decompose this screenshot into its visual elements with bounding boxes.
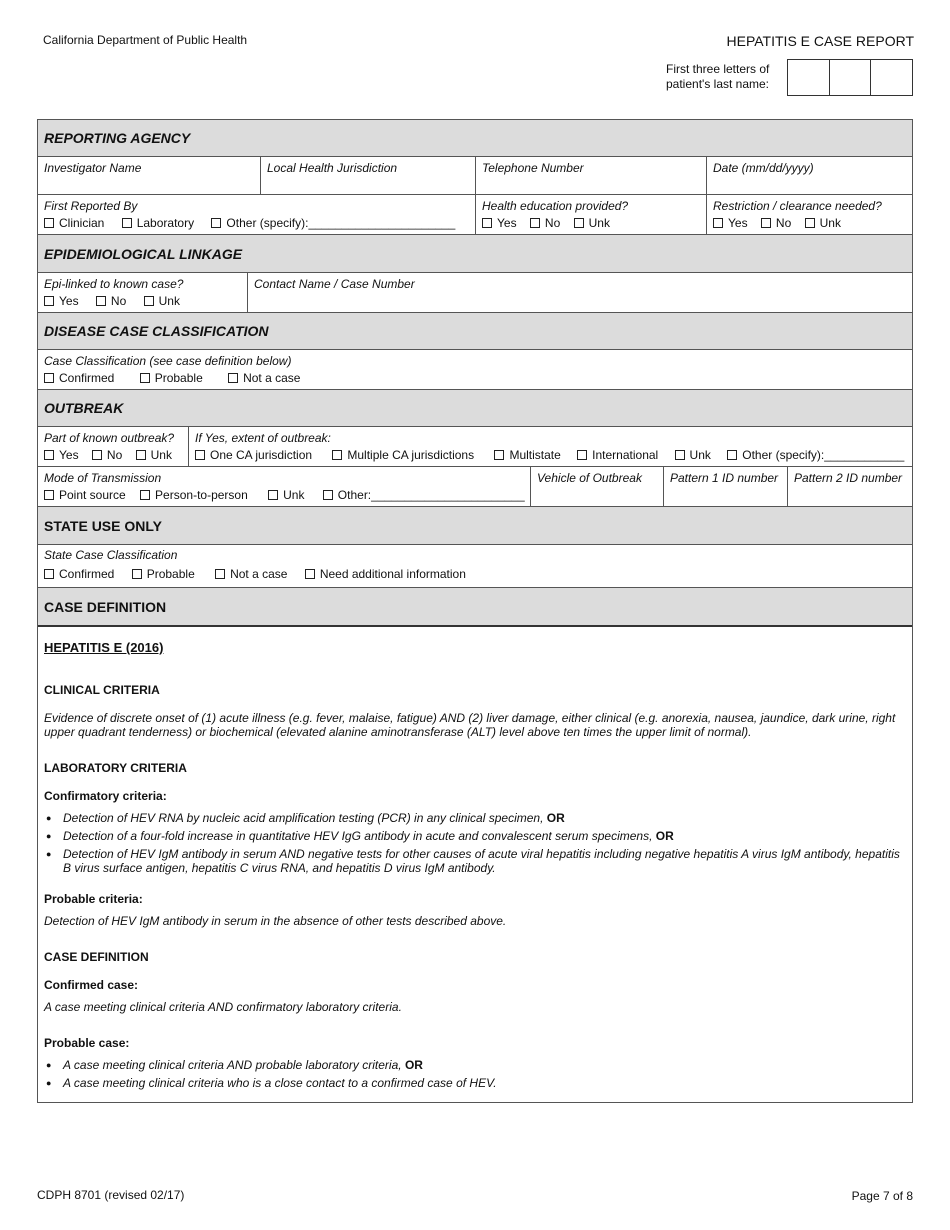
section-epi-linkage: EPIDEMIOLOGICAL LINKAGE: [38, 235, 912, 273]
checkbox-icon: [144, 296, 154, 306]
extent-other-checkbox[interactable]: Other (specify):____________: [727, 448, 904, 462]
reporting-row-1: [38, 157, 912, 195]
page-number: Page 7 of 8: [851, 1189, 913, 1203]
section-state-use: STATE USE ONLY: [38, 507, 912, 545]
clinical-criteria-text: Evidence of discrete onset of (1) acute illness (e.g. fever, malaise, fatigue) AND (2) liver damage, either clinical (e.g. anorexia, nausea, jaundice, dark urine, right upper quadrant tenderness) or biochemical (elevated alanine aminotransferase (ALT) level above ten times the upper limit of normal).: [44, 711, 896, 739]
health-ed-unk-checkbox[interactable]: Unk: [574, 216, 610, 230]
mode-unk-checkbox[interactable]: Unk: [268, 488, 304, 502]
outbreak-extent-cell: If Yes, extent of outbreak: One CA jurisdiction Multiple CA jurisdictions Multistate International Unk Other (specify):____________: [195, 431, 905, 462]
case-definition-heading: CASE DEFINITION: [44, 950, 149, 964]
state-row: [38, 545, 912, 588]
outbreak-no-checkbox[interactable]: No: [92, 448, 122, 462]
confirmed-case-heading: Confirmed case:: [44, 978, 139, 992]
probable-case-heading: Probable case:: [44, 1036, 130, 1050]
pattern-2-id-field[interactable]: Pattern 2 ID number: [794, 471, 903, 485]
checkbox-icon: [482, 218, 492, 228]
probable-criteria-text: Detection of HEV IgM antibody in serum in the absence of other tests described above.: [44, 914, 507, 928]
list-item: ● A case meeting clinical criteria who is a close contact to a confirmed case of HEV.: [44, 1076, 906, 1090]
outbreak-yes-checkbox[interactable]: Yes: [44, 448, 79, 462]
section-reporting-agency: REPORTING AGENCY: [38, 120, 912, 157]
checkbox-icon: [577, 450, 587, 460]
class-confirmed-checkbox[interactable]: Confirmed: [44, 371, 114, 385]
case-report-form: [37, 119, 913, 1103]
clinical-criteria-heading: CLINICAL CRITERIA: [44, 683, 160, 697]
agency-name: California Department of Public Health: [43, 33, 248, 47]
vehicle-of-outbreak-field[interactable]: Vehicle of Outbreak: [531, 467, 664, 506]
checkbox-icon: [195, 450, 205, 460]
checkbox-icon: [122, 218, 132, 228]
checkbox-icon: [305, 569, 315, 579]
checkbox-icon: [44, 218, 54, 228]
point-source-checkbox[interactable]: Point source: [44, 488, 126, 502]
confirmed-case-text: A case meeting clinical criteria AND confirmatory laboratory criteria.: [44, 1000, 402, 1014]
state-probable-checkbox[interactable]: Probable: [132, 567, 195, 581]
state-classification-cell: State Case Classification Confirmed Probable Not a case Need additional information: [44, 548, 466, 581]
checkbox-icon: [132, 569, 142, 579]
health-ed-no-checkbox[interactable]: No: [530, 216, 560, 230]
class-probable-checkbox[interactable]: Probable: [140, 371, 203, 385]
confirmatory-criteria-heading: Confirmatory criteria:: [44, 789, 167, 803]
section-classification: DISEASE CASE CLASSIFICATION: [38, 313, 912, 350]
letter-box-3[interactable]: [871, 60, 912, 95]
checkbox-icon: [805, 218, 815, 228]
last-name-letter-boxes: [787, 59, 913, 96]
multiple-ca-checkbox[interactable]: Multiple CA jurisdictions: [332, 448, 474, 462]
checkbox-icon: [574, 218, 584, 228]
checkbox-icon: [494, 450, 504, 460]
health-ed-yes-checkbox[interactable]: Yes: [482, 216, 517, 230]
checkbox-icon: [44, 373, 54, 383]
checkbox-icon: [211, 218, 221, 228]
state-confirmed-checkbox[interactable]: Confirmed: [44, 567, 114, 581]
checkbox-icon: [323, 490, 333, 500]
checkbox-icon: [136, 450, 146, 460]
epi-yes-checkbox[interactable]: Yes: [44, 294, 79, 308]
confirmatory-criteria-list: [44, 811, 906, 875]
probable-case-list: [44, 1058, 906, 1090]
list-item: ● Detection of a four-fold increase in quantitative HEV IgG antibody in acute and convalescent serum specimens, OR: [44, 829, 906, 843]
checkbox-icon: [713, 218, 723, 228]
international-checkbox[interactable]: International: [577, 448, 658, 462]
checkbox-icon: [675, 450, 685, 460]
outbreak-unk-checkbox[interactable]: Unk: [136, 448, 172, 462]
checkbox-icon: [727, 450, 737, 460]
report-title: HEPATITIS E CASE REPORT: [726, 33, 914, 49]
list-item: ● Detection of HEV RNA by nucleic acid amplification testing (PCR) in any clinical specimen, OR: [44, 811, 906, 825]
pattern-1-id-field[interactable]: Pattern 1 ID number: [664, 467, 788, 506]
checkbox-icon: [140, 373, 150, 383]
restriction-cell: Restriction / clearance needed? Yes No Unk: [713, 199, 882, 230]
checkbox-icon: [140, 490, 150, 500]
local-health-jurisdiction-field[interactable]: Local Health Jurisdiction: [261, 157, 476, 194]
part-of-outbreak-cell: Part of known outbreak? Yes No Unk: [38, 427, 189, 466]
epi-linked-cell: Epi-linked to known case? Yes No Unk: [38, 273, 248, 312]
restriction-unk-checkbox[interactable]: Unk: [805, 216, 841, 230]
form-id: CDPH 8701 (revised 02/17): [37, 1188, 185, 1202]
one-ca-checkbox[interactable]: One CA jurisdiction: [195, 448, 312, 462]
last-name-label: First three letters of patient's last name:: [666, 62, 770, 91]
letter-box-1[interactable]: [788, 60, 830, 95]
other-specify-checkbox[interactable]: Other (specify):______________________: [211, 216, 455, 230]
case-definition-body: [38, 627, 912, 1102]
checkbox-icon: [96, 296, 106, 306]
checkbox-icon: [332, 450, 342, 460]
list-item: ● Detection of HEV IgM antibody in serum AND negative tests for other causes of acute viral hepatitis including negative hepatitis A virus IgM antibody, hepatitis B virus surface antigen, hepatitis C virus RNA, and hepatitis D virus IgM antibody.: [44, 847, 906, 875]
mode-of-transmission-cell: Mode of Transmission Point source Person-to-person Unk Other:_______________________: [38, 467, 531, 506]
letter-box-2[interactable]: [830, 60, 872, 95]
restriction-yes-checkbox[interactable]: Yes: [713, 216, 748, 230]
outbreak-row-2: [38, 467, 912, 507]
classification-cell: Case Classification (see case definition below) Confirmed Probable Not a case: [44, 354, 301, 385]
classification-row: [38, 350, 912, 390]
checkbox-icon: [92, 450, 102, 460]
list-item: ● A case meeting clinical criteria AND probable laboratory criteria, OR: [44, 1058, 906, 1072]
epi-no-checkbox[interactable]: No: [96, 294, 126, 308]
checkbox-icon: [530, 218, 540, 228]
checkbox-icon: [761, 218, 771, 228]
checkbox-icon: [44, 569, 54, 579]
telephone-number-field[interactable]: Telephone Number: [476, 157, 707, 194]
checkbox-icon: [44, 490, 54, 500]
state-need-info-checkbox[interactable]: Need additional information: [305, 567, 466, 581]
multistate-checkbox[interactable]: Multistate: [494, 448, 560, 462]
definition-title: HEPATITIS E (2016): [44, 640, 164, 655]
probable-criteria-heading: Probable criteria:: [44, 892, 143, 906]
restriction-no-checkbox[interactable]: No: [761, 216, 791, 230]
health-education-cell: Health education provided? Yes No Unk: [476, 195, 707, 234]
section-outbreak: OUTBREAK: [38, 390, 912, 427]
checkbox-icon: [44, 450, 54, 460]
state-not-case-checkbox[interactable]: Not a case: [215, 567, 287, 581]
reporting-row-2: [38, 195, 912, 235]
investigator-name-field[interactable]: Investigator Name: [38, 157, 261, 194]
mode-other-checkbox[interactable]: Other:_______________________: [323, 488, 525, 502]
checkbox-icon: [44, 296, 54, 306]
outbreak-row-1: [38, 427, 912, 467]
person-to-person-checkbox[interactable]: Person-to-person: [140, 488, 248, 502]
checkbox-icon: [268, 490, 278, 500]
epi-unk-checkbox[interactable]: Unk: [144, 294, 180, 308]
laboratory-checkbox[interactable]: Laboratory: [122, 216, 194, 230]
laboratory-criteria-heading: LABORATORY CRITERIA: [44, 761, 187, 775]
section-case-definition: CASE DEFINITION: [38, 588, 912, 627]
epi-row: [38, 273, 912, 313]
date-field[interactable]: Date (mm/dd/yyyy): [713, 161, 814, 175]
first-reported-by-cell: First Reported By Clinician Laboratory Other (specify):______________________: [38, 195, 476, 234]
class-not-case-checkbox[interactable]: Not a case: [228, 371, 300, 385]
checkbox-icon: [228, 373, 238, 383]
checkbox-icon: [215, 569, 225, 579]
clinician-checkbox[interactable]: Clinician: [44, 216, 104, 230]
contact-name-field[interactable]: Contact Name / Case Number: [254, 277, 415, 291]
extent-unk-checkbox[interactable]: Unk: [675, 448, 711, 462]
